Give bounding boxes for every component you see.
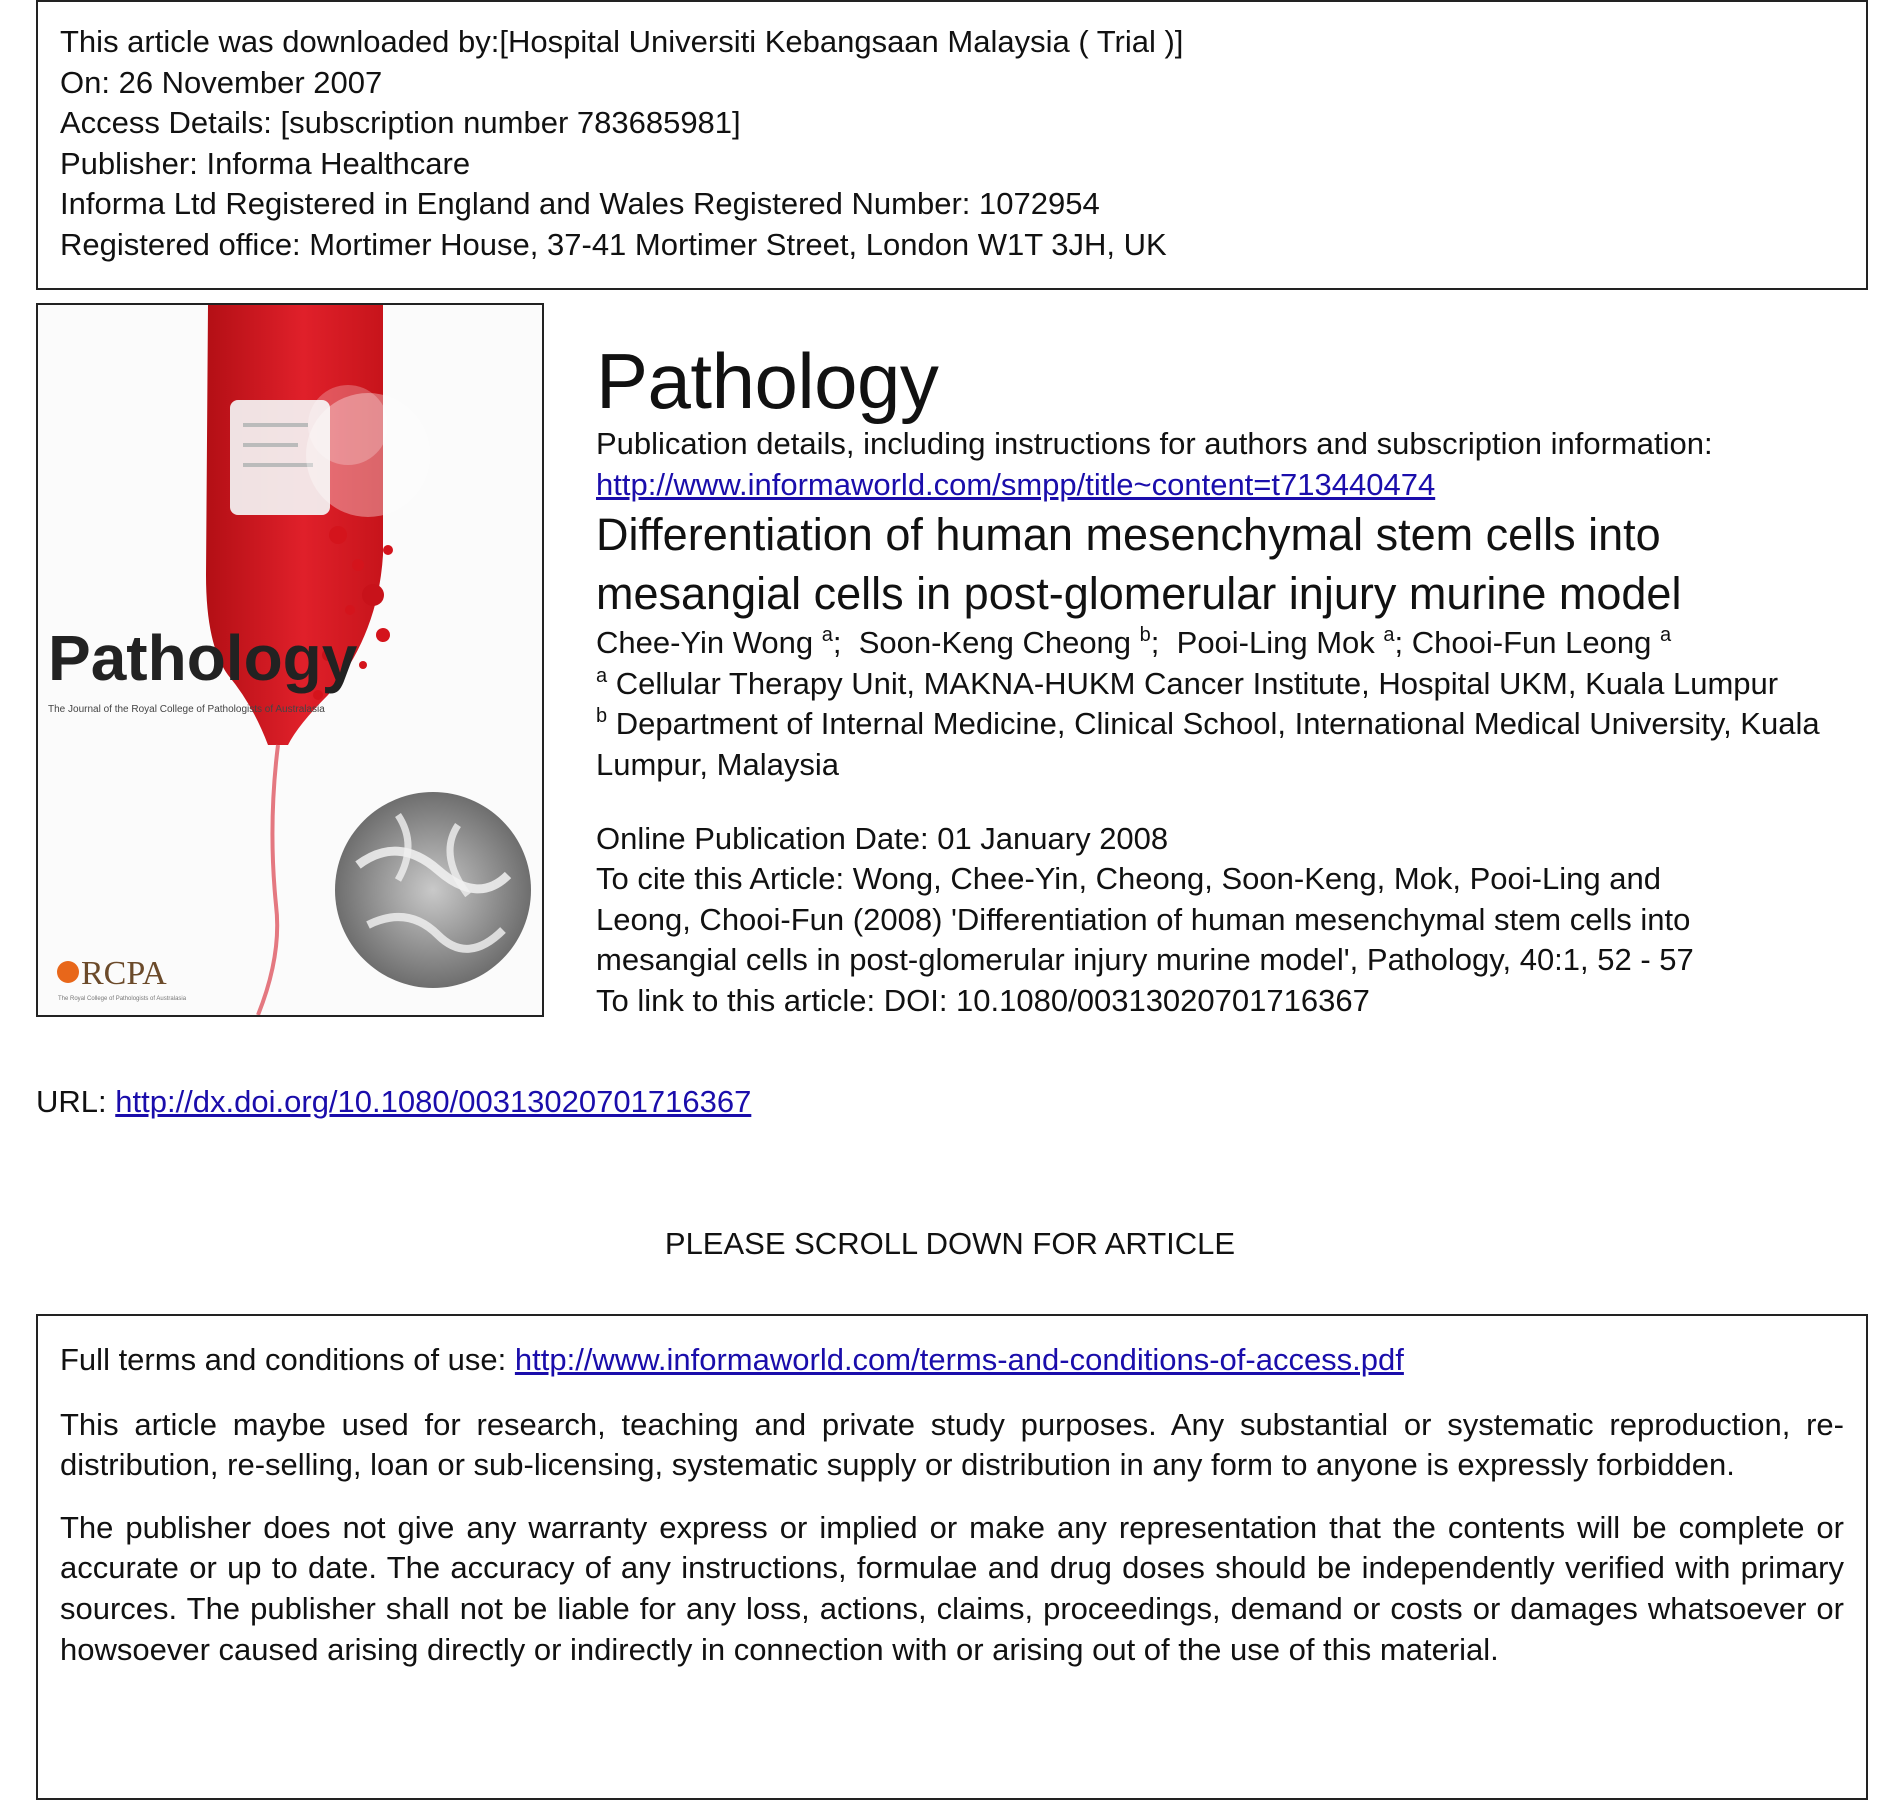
registered-office-line: Registered office: Mortimer House, 37-41 Mortimer Street, London W1T 3JH, UK: [60, 226, 1167, 262]
publication-url-link[interactable]: http://www.informaworld.com/smpp/title~content=t713440474: [596, 466, 1436, 502]
author-affiliation-mark: a: [821, 624, 833, 647]
disclaimer-paragraph: The publisher does not give any warranty express or implied or make any representation that the contents will be complete or accurate or up to date. The accuracy of any instructions, formulae and drug doses should be independently verified with primary sources. The publisher shall not be liable for any loss, actions, claims, proceedings, demand or costs or damages whatsoever or howsoever caused arising directly or indirectly in connection with or arising out of the use of this material.: [60, 1509, 1844, 1667]
rcpa-logo: RCPA: [81, 955, 167, 992]
publication-details: Publication details, including instructions for authors and subscription information:: [596, 426, 1713, 461]
author-separator: ;: [1394, 625, 1412, 661]
microscopy-image: [335, 792, 531, 988]
article-info: [596, 338, 1866, 1022]
affiliation-mark: b: [596, 705, 608, 728]
affiliation-mark: a: [596, 664, 608, 687]
journal-cover-image: [36, 303, 544, 1017]
cover-journal-title: Pathology: [48, 622, 358, 694]
author-list: [596, 623, 1866, 664]
download-date-line: On: 26 November 2007: [60, 64, 383, 100]
download-info-line: This article was downloaded by:[Hospital Universiti Kebangsaan Malaysia ( Trial )]: [60, 24, 1184, 59]
author-separator: ;: [832, 625, 859, 661]
cover-artwork: [38, 305, 542, 1015]
author-name: Chee-Yin Wong: [596, 625, 814, 661]
registration-line: Informa Ltd Registered in England and Wales Registered Number: 1072954: [60, 186, 1100, 222]
author-name: Chooi-Fun Leong: [1411, 625, 1652, 661]
terms-url-link[interactable]: http://www.informaworld.com/terms-and-conditions-of-access.pdf: [514, 1342, 1404, 1377]
author-affiliation-mark: a: [1383, 624, 1395, 647]
scroll-down-notice: PLEASE SCROLL DOWN FOR ARTICLE: [664, 1226, 1236, 1261]
doi-url-line: [36, 1082, 751, 1123]
usage-paragraph: This article maybe used for research, teaching and private study purposes. Any substantial or systematic reproduction, re-distribution, re-selling, loan or sub-licensing, systematic supply or distribution in any form to anyone is expressly forbidden.: [60, 1406, 1844, 1483]
publisher-line: Publisher: Informa Healthcare: [60, 145, 471, 181]
download-info-box: [36, 0, 1868, 290]
citation-line-2: Leong, Chooi-Fun (2008) 'Differentiation of human mesenchymal stem cells into: [596, 901, 1691, 937]
article-title: [596, 505, 1866, 623]
rcpa-logo-icon: [57, 961, 79, 983]
doi-line: To link to this article: DOI: 10.1080/00313020701716367: [596, 982, 1370, 1018]
terms-box: [36, 1314, 1868, 1800]
citation-line-3: mesangial cells in post-glomerular injury murine model', Pathology, 40:1, 52 - 57: [596, 942, 1694, 978]
rcpa-logo-subtext: The Royal College of Pathologists of Australasia: [58, 996, 187, 1002]
citation-line-1: To cite this Article: Wong, Chee-Yin, Cheong, Soon-Keng, Mok, Pooi-Ling and: [596, 861, 1661, 897]
terms-label: Full terms and conditions of use:: [60, 1342, 515, 1377]
url-label: URL:: [36, 1084, 116, 1119]
doi-url-link[interactable]: http://dx.doi.org/10.1080/00313020701716367: [115, 1084, 752, 1119]
journal-title: Pathology: [596, 337, 939, 425]
cover-subtitle: The Journal of the Royal College of Pathologists of Australasia: [48, 704, 325, 715]
affiliation-b: [596, 704, 1866, 785]
article-title-line-2: mesangial cells in post-glomerular injury murine model: [596, 568, 1682, 620]
author-affiliation-mark: b: [1139, 624, 1151, 647]
author-name: Pooi-Ling Mok: [1176, 625, 1375, 661]
affiliation-text: Department of Internal Medicine, Clinical School, International Medical University, Kuala Lumpur, Malaysia: [596, 706, 1820, 782]
author-affiliation-mark: a: [1659, 624, 1672, 647]
access-details-line: Access Details: [subscription number 783685981]: [60, 105, 741, 141]
terms-line: [60, 1340, 1844, 1381]
affiliation-text: Cellular Therapy Unit, MAKNA-HUKM Cancer Institute, Hospital UKM, Kuala Lumpur: [615, 665, 1779, 701]
author-name: Soon-Keng Cheong: [858, 625, 1132, 661]
affiliation-a: [596, 664, 1796, 705]
online-publication-date: Online Publication Date: 01 January 2008: [596, 820, 1169, 856]
author-separator: ;: [1150, 625, 1177, 661]
article-title-line-1: Differentiation of human mesenchymal stem cells into: [596, 509, 1661, 561]
